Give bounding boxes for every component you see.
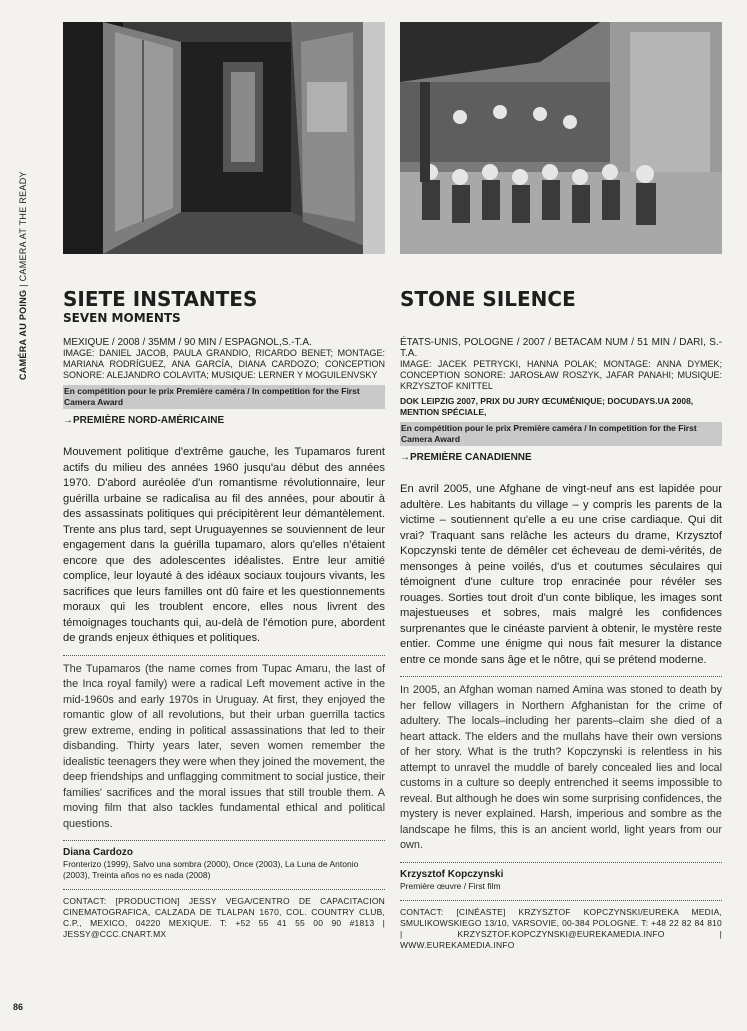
director-name: Diana Cardozo xyxy=(63,847,134,858)
premiere-label: →PREMIÈRE NORD-AMÉRICAINE xyxy=(63,415,225,426)
section-side-label xyxy=(6,171,30,380)
divider xyxy=(63,840,385,841)
divider xyxy=(400,862,722,863)
section-label-en: CAMERA AT THE READY xyxy=(18,171,28,282)
divider xyxy=(400,900,722,901)
divider xyxy=(63,889,385,890)
film-crew: IMAGE: JACEK PETRYCKI, HANNA POLAK; MONTAGE: ANNA DYMEK; CONCEPTION SONORE: JAROSŁAW ROSZYK, JAFAR PANAHI; MUSIQUE: KRZYSZTOF KNITTEL xyxy=(400,359,722,391)
film-still-corridor xyxy=(63,22,385,254)
film-info-line: ÉTATS-UNIS, POLOGNE / 2007 / BETACAM NUM / 51 MIN / DARI, S.-T.A. xyxy=(400,337,722,359)
film-credits xyxy=(63,337,385,381)
competition-note: En compétition pour le prix Première caméra / In competition for the First Camera Award xyxy=(400,422,722,446)
section-label-fr: CAMÉRA AU POING xyxy=(18,289,28,380)
synopsis-en: The Tupamaros (the name comes from Tupac Amaru, the last of the Inca royal family) were a radical Left movement active in the mid-1960s and early 1970s in Uruguay. At first, they enjoyed the romantic glow of all revolutions, but their urban guerrilla tactics grew extreme, ending in political assassinations that led to their disbanding. Thirty years later, seven women remember the idealistic teenagers they were when they joined the movement, the deep friendships and unflagging commitment to social justice, their families' sacrifices and the moral issues that still trouble them. A moving film that also tackles fundamental ethical and political questions. xyxy=(63,662,385,830)
film-still-villagers xyxy=(400,22,722,254)
film-credits xyxy=(400,337,722,392)
competition-note: En compétition pour le prix Première caméra / In competition for the First Camera Award xyxy=(63,385,385,409)
film-info-line: MEXIQUE / 2008 / 35MM / 90 MIN / ESPAGNOL,S.-T.A. xyxy=(63,337,312,348)
film-entry-stone-silence xyxy=(400,22,722,951)
corridor-photo xyxy=(63,22,385,254)
director-filmography: Première œuvre / First film xyxy=(400,880,501,891)
film-title: STONE SILENCE xyxy=(400,287,576,311)
film-title: SIETE INSTANTES xyxy=(63,287,258,311)
film-subtitle: SEVEN MOMENTS xyxy=(63,311,181,325)
film-entry-siete-instantes xyxy=(63,22,385,940)
synopsis-fr: Mouvement politique d'extrême gauche, les Tupamaros furent actifs du milieu des années 1960 jusqu'au début des années 1970. D'abord auréolée d'un romantisme révolutionnaire, leur guérilla urbaine se radicalisa au fil des années, pour aboutir à des assassinats politiques qui précipitèrent leur démantèlement. Trente ans plus tard, sept Uruguayennes se souviennent de leur engagement dans la guérilla tupamaro, alors qu'elles n'étaient encore que des adolescentes idéalistes. Entre leur amitié complice, leur loyauté à des idéaux sociaux toujours vivants, les sacrifices que leurs familles ont dû faire et les questionnements moraux qui les troublent encore, elles nous livrent des témoignages touchants qui, au-delà de l'émotion pure, abordent de grands enjeux éthiques et politiques. xyxy=(63,446,385,644)
premiere-label: →PREMIÈRE CANADIENNE xyxy=(400,452,532,463)
director-name: Krzysztof Kopczynski xyxy=(400,868,504,880)
divider xyxy=(63,655,385,656)
contact-info: CONTACT: [PRODUCTION] JESSY VEGA/CENTRO DE CAPACITACION CINEMATOGRAFICA, CALZADA DE TLALPAN 1670, COL. COUNTRY CLUB, C.P., MEXICO, 04220 MEXIQUE. T: +52 55 41 55 00 90 #1813 | JESSY@CCC.CNART.MX xyxy=(63,896,385,939)
section-label-separator: | xyxy=(18,281,28,290)
villagers-photo xyxy=(400,22,722,254)
film-crew: IMAGE: DANIEL JACOB, PAULA GRANDIO, RICARDO BENET; MONTAGE: MARIANA RODRÍGUEZ, ANA GARCÍA, DIANA CARDOZO; CONCEPTION SONORE: ALEJANDRO COLAVITA; MUSIQUE: LERNER Y MOGUILENVSKY xyxy=(63,348,385,380)
film-subtitle-spacer xyxy=(400,311,722,325)
synopsis-fr: En avril 2005, une Afghane de vingt-neuf ans est lapidée pour adultère. Les habitants du village – y compris les parents de la victime – soutiennent qu'elle a eu une crise cardiaque. Qui dit vrai? Traquant sans relâche les acteurs du drame, Krzysztof Kopczynski tente de démêler cet écheveau de demi-vérités, de mensonges à peine voilés, d'us et coutumes séculaires qui témoignent d'une culture trop enracinée pour révéler ses rouages. Sorties tout droit d'un conte biblique, les images sont majestueuses et sobres, mais malgré les confidences surprenantes que le cinéaste parvient à obtenir, le mystère reste entier. Comme une énigme qui nous fait mesurer la distance entre ce monde sans âge et le nôtre, qui se prétend moderne. xyxy=(400,483,722,666)
contact-info: CONTACT: [CINÉASTE] KRZYSZTOF KOPCZYNSKI/EUREKA MEDIA, SMULIKOWSKIEGO 13/10, VARSOVIE, 00-384 POLOGNE. T: +48 22 82 84 810 | KRZYSZTOF.KOPCZYNSKI@EUREKAMEDIA.INFO | WWW.EUREKAMEDIA.INFO xyxy=(400,906,722,950)
page-number: 86 xyxy=(13,1002,24,1012)
festival-awards: DOK LEIPZIG 2007, PRIX DU JURY ŒCUMÉNIQUE; DOCUDAYS.UA 2008, MENTION SPÉCIALE, xyxy=(400,396,694,417)
divider xyxy=(400,676,722,677)
director-filmography: Fronterizo (1999), Salvo una sombra (2000), Once (2003), La Luna de Antonio (2003), Treinta años no es nada (2008) xyxy=(63,859,359,880)
synopsis-en: In 2005, an Afghan woman named Amina was stoned to death by her fellow villagers in Northern Afghanistan for the crime of adultery. The locals–including her parents–claim she died of a heart attack. The elders and the mullahs have their own versions of her story. What is the truth? Kopczynski is relentless in his attempt to unravel the muddle of barely concealed lies and local customs in a culture so deeply entrenched it seems impossible to reveal. But although he does win some surprising confidences, the mystery is never explained. Harsh, imperious and sombre as the landscape he films, this is an ancient world, light years from our own. xyxy=(400,684,722,851)
